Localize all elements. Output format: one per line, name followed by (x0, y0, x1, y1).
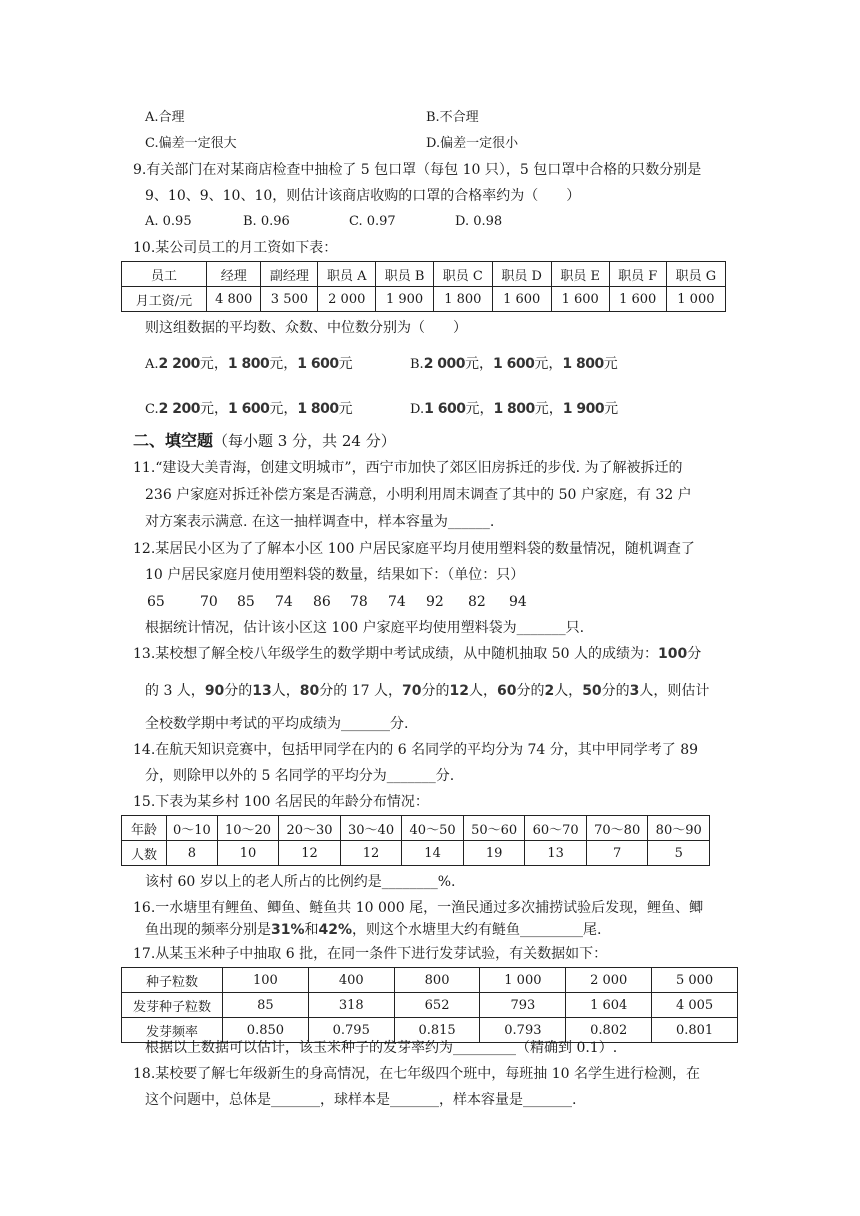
table-cell: 职员 A (318, 262, 376, 287)
table-cell: 1 000 (480, 968, 566, 993)
table-cell: 70～80 (586, 816, 648, 841)
table-cell: 8 (167, 841, 218, 866)
table-cell: 4 800 (207, 287, 261, 312)
q14-line2: 分，则除甲以外的 5 名同学的平均分为_______分. (145, 768, 455, 784)
table-cell: 7 (586, 841, 648, 866)
table-cell: 3 500 (261, 287, 318, 312)
table-cell: 80～90 (648, 816, 710, 841)
q12-data-6: 74 (388, 594, 406, 610)
table-cell: 2 000 (566, 968, 652, 993)
table-cell: 1 600 (492, 287, 551, 312)
q12-data-5: 78 (350, 594, 368, 610)
table-cell: 0～10 (167, 816, 218, 841)
table-cell: 85 (223, 993, 309, 1018)
q9-option-d: D. 0.98 (455, 214, 503, 229)
table-cell: 40～50 (402, 816, 464, 841)
q11-line3: 对方案表示满意. 在这一抽样调查中，样本容量为______. (145, 514, 495, 530)
table-cell: 发芽频率 (122, 1018, 223, 1043)
table-cell: 职员 D (492, 262, 551, 287)
table-cell: 1 800 (434, 287, 493, 312)
q12-line2: 10 户居民家庭月使用塑料袋的数量，结果如下：（单位：只） (145, 567, 525, 583)
q9-stem-line2: 9、10、9、10、10，则估计该商店收购的口罩的合格率约为（ ） (145, 188, 581, 204)
q10-option-a: A.2 200元，1 800元，1 600元 (145, 356, 353, 372)
table-cell: 年龄 (122, 816, 167, 841)
table-cell: 1 900 (376, 287, 434, 312)
table-cell: 发芽种子粒数 (122, 993, 223, 1018)
q17-stem: 17.从某玉米种子中抽取 6 批，在同一条件下进行发芽试验，有关数据如下： (133, 946, 608, 962)
table-cell: 793 (480, 993, 566, 1018)
q11-line2: 236 户家庭对拆迁补偿方案是否满意，小明利用周末调查了其中的 50 户家庭，有 32 户 (145, 487, 692, 503)
q10-option-b: B.2 000元，1 600元，1 800元 (410, 356, 618, 372)
table-cell: 职员 F (609, 262, 666, 287)
q10-stem: 10.某公司员工的月工资如下表： (133, 240, 338, 256)
table-cell: 1 600 (609, 287, 666, 312)
table-cell: 职员 C (434, 262, 493, 287)
table-cell: 19 (463, 841, 525, 866)
q8-option-a: A.合理 (145, 110, 185, 125)
q9-option-b: B. 0.96 (243, 214, 290, 229)
q12-data-1: 70 (200, 594, 218, 610)
table-cell: 经理 (207, 262, 261, 287)
section-heading: 二、填空题（每小题 3 分，共 24 分） (133, 431, 396, 450)
q12-data-3: 74 (275, 594, 293, 610)
table-cell: 1 604 (566, 993, 652, 1018)
q15-question: 该村 60 岁以上的老人所占的比例约是________%. (145, 874, 456, 890)
table-cell: 1 600 (551, 287, 609, 312)
table-row (122, 993, 738, 1018)
table-cell: 10～20 (217, 816, 279, 841)
table-cell: 318 (308, 993, 394, 1018)
q8-option-c: C.偏差一定很大 (145, 136, 237, 151)
q12-data-8: 82 (468, 594, 486, 610)
table-row (122, 816, 710, 841)
table-cell: 12 (340, 841, 402, 866)
table-cell: 30～40 (340, 816, 402, 841)
q10-option-c: C.2 200元，1 600元，1 800元 (145, 401, 353, 417)
q16-line1: 16.一水塘里有鲤鱼、鲫鱼、鲢鱼共 10 000 尾，一渔民通过多次捕捞试验后发现，鲤鱼、鲫 (133, 900, 704, 916)
table-cell: 职员 E (551, 262, 609, 287)
q12-data-2: 85 (237, 594, 255, 610)
table-cell: 5 000 (652, 968, 738, 993)
table-row (122, 287, 726, 312)
q12-line4: 根据统计情况，估计该小区这 100 户家庭平均使用塑料袋为_______只. (145, 620, 585, 636)
table-cell: 0.801 (652, 1018, 738, 1043)
table-cell: 800 (394, 968, 480, 993)
q14-line1: 14.在航天知识竞赛中，包括甲同学在内的 6 名同学的平均分为 74 分，其中甲同学考了 89 (133, 742, 699, 758)
q12-data-7: 92 (426, 594, 444, 610)
q10-salary-table (121, 261, 726, 312)
q15-stem: 15.下表为某乡村 100 名居民的年龄分布情况： (133, 794, 429, 810)
table-cell: 5 (648, 841, 710, 866)
q12-data-9: 94 (509, 594, 527, 610)
table-cell: 0.850 (223, 1018, 309, 1043)
table-row (122, 968, 738, 993)
q13-line3: 全校数学期中考试的平均成绩为_______分. (145, 716, 409, 732)
q12-data-4: 86 (313, 594, 331, 610)
q12-data-0: 65 (147, 594, 165, 610)
q8-option-d: D.偏差一定很小 (426, 136, 519, 151)
q8-option-b: B.不合理 (426, 110, 479, 125)
table-cell: 1 000 (666, 287, 725, 312)
q10-option-d: D.1 600元，1 800元，1 900元 (410, 401, 619, 417)
table-cell: 副经理 (261, 262, 318, 287)
q17-germination-table (121, 967, 738, 1043)
table-cell: 人数 (122, 841, 167, 866)
table-cell: 种子粒数 (122, 968, 223, 993)
q18-line1: 18.某校要了解七年级新生的身高情况，在七年级四个班中，每班抽 10 名学生进行检测，在 (133, 1066, 700, 1082)
table-row (122, 262, 726, 287)
table-cell: 60～70 (525, 816, 587, 841)
q9-stem-line1: 9.有关部门在对某商店检查中抽检了 5 包口罩（每包 10 只），5 包口罩中合格的只数分别是 (133, 162, 702, 178)
table-cell: 0.793 (480, 1018, 566, 1043)
table-cell: 10 (217, 841, 279, 866)
q17-question: 根据以上数据可以估计，该玉米种子的发芽率约为_________（精确到 0.1）. (145, 1040, 618, 1056)
q11-line1: 11.“建设大美青海，创建文明城市”，西宁市加快了郊区旧房拆迁的步伐. 为了解被拆迁的 (133, 460, 683, 476)
q9-option-c: C. 0.97 (349, 214, 396, 229)
table-cell: 50～60 (463, 816, 525, 841)
table-cell: 100 (223, 968, 309, 993)
q13-line2: 的 3 人，90分的13人，80分的 17 人，70分的12人，60分的2人，50分的3人，则估计 (145, 683, 710, 699)
table-cell: 职员 B (376, 262, 434, 287)
q10-question: 则这组数据的平均数、众数、中位数分别为（ ） (145, 320, 467, 336)
table-cell: 0.802 (566, 1018, 652, 1043)
table-cell: 12 (279, 841, 341, 866)
table-cell: 2 000 (318, 287, 376, 312)
table-cell: 13 (525, 841, 587, 866)
table-cell: 员工 (122, 262, 207, 287)
table-cell: 0.795 (308, 1018, 394, 1043)
q16-line2: 鱼出现的频率分别是31%和42%，则这个水塘里大约有鲢鱼_________尾. (145, 922, 602, 938)
q13-line1: 13.某校想了解全校八年级学生的数学期中考试成绩，从中随机抽取 50 人的成绩为：100分 (133, 646, 702, 662)
q12-line1: 12.某居民小区为了了解本小区 100 户居民家庭平均月使用塑料袋的数量情况，随机调查了 (133, 541, 695, 557)
q18-line2: 这个问题中，总体是_______，球样本是_______，样本容量是_______. (145, 1092, 577, 1108)
table-cell: 14 (402, 841, 464, 866)
q9-option-a: A. 0.95 (145, 214, 192, 229)
table-cell: 400 (308, 968, 394, 993)
table-row (122, 841, 710, 866)
table-cell: 20～30 (279, 816, 341, 841)
table-cell: 4 005 (652, 993, 738, 1018)
q15-age-table (121, 815, 710, 866)
table-cell: 月工资/元 (122, 287, 207, 312)
table-cell: 职员 G (666, 262, 725, 287)
table-cell: 652 (394, 993, 480, 1018)
table-cell: 0.815 (394, 1018, 480, 1043)
